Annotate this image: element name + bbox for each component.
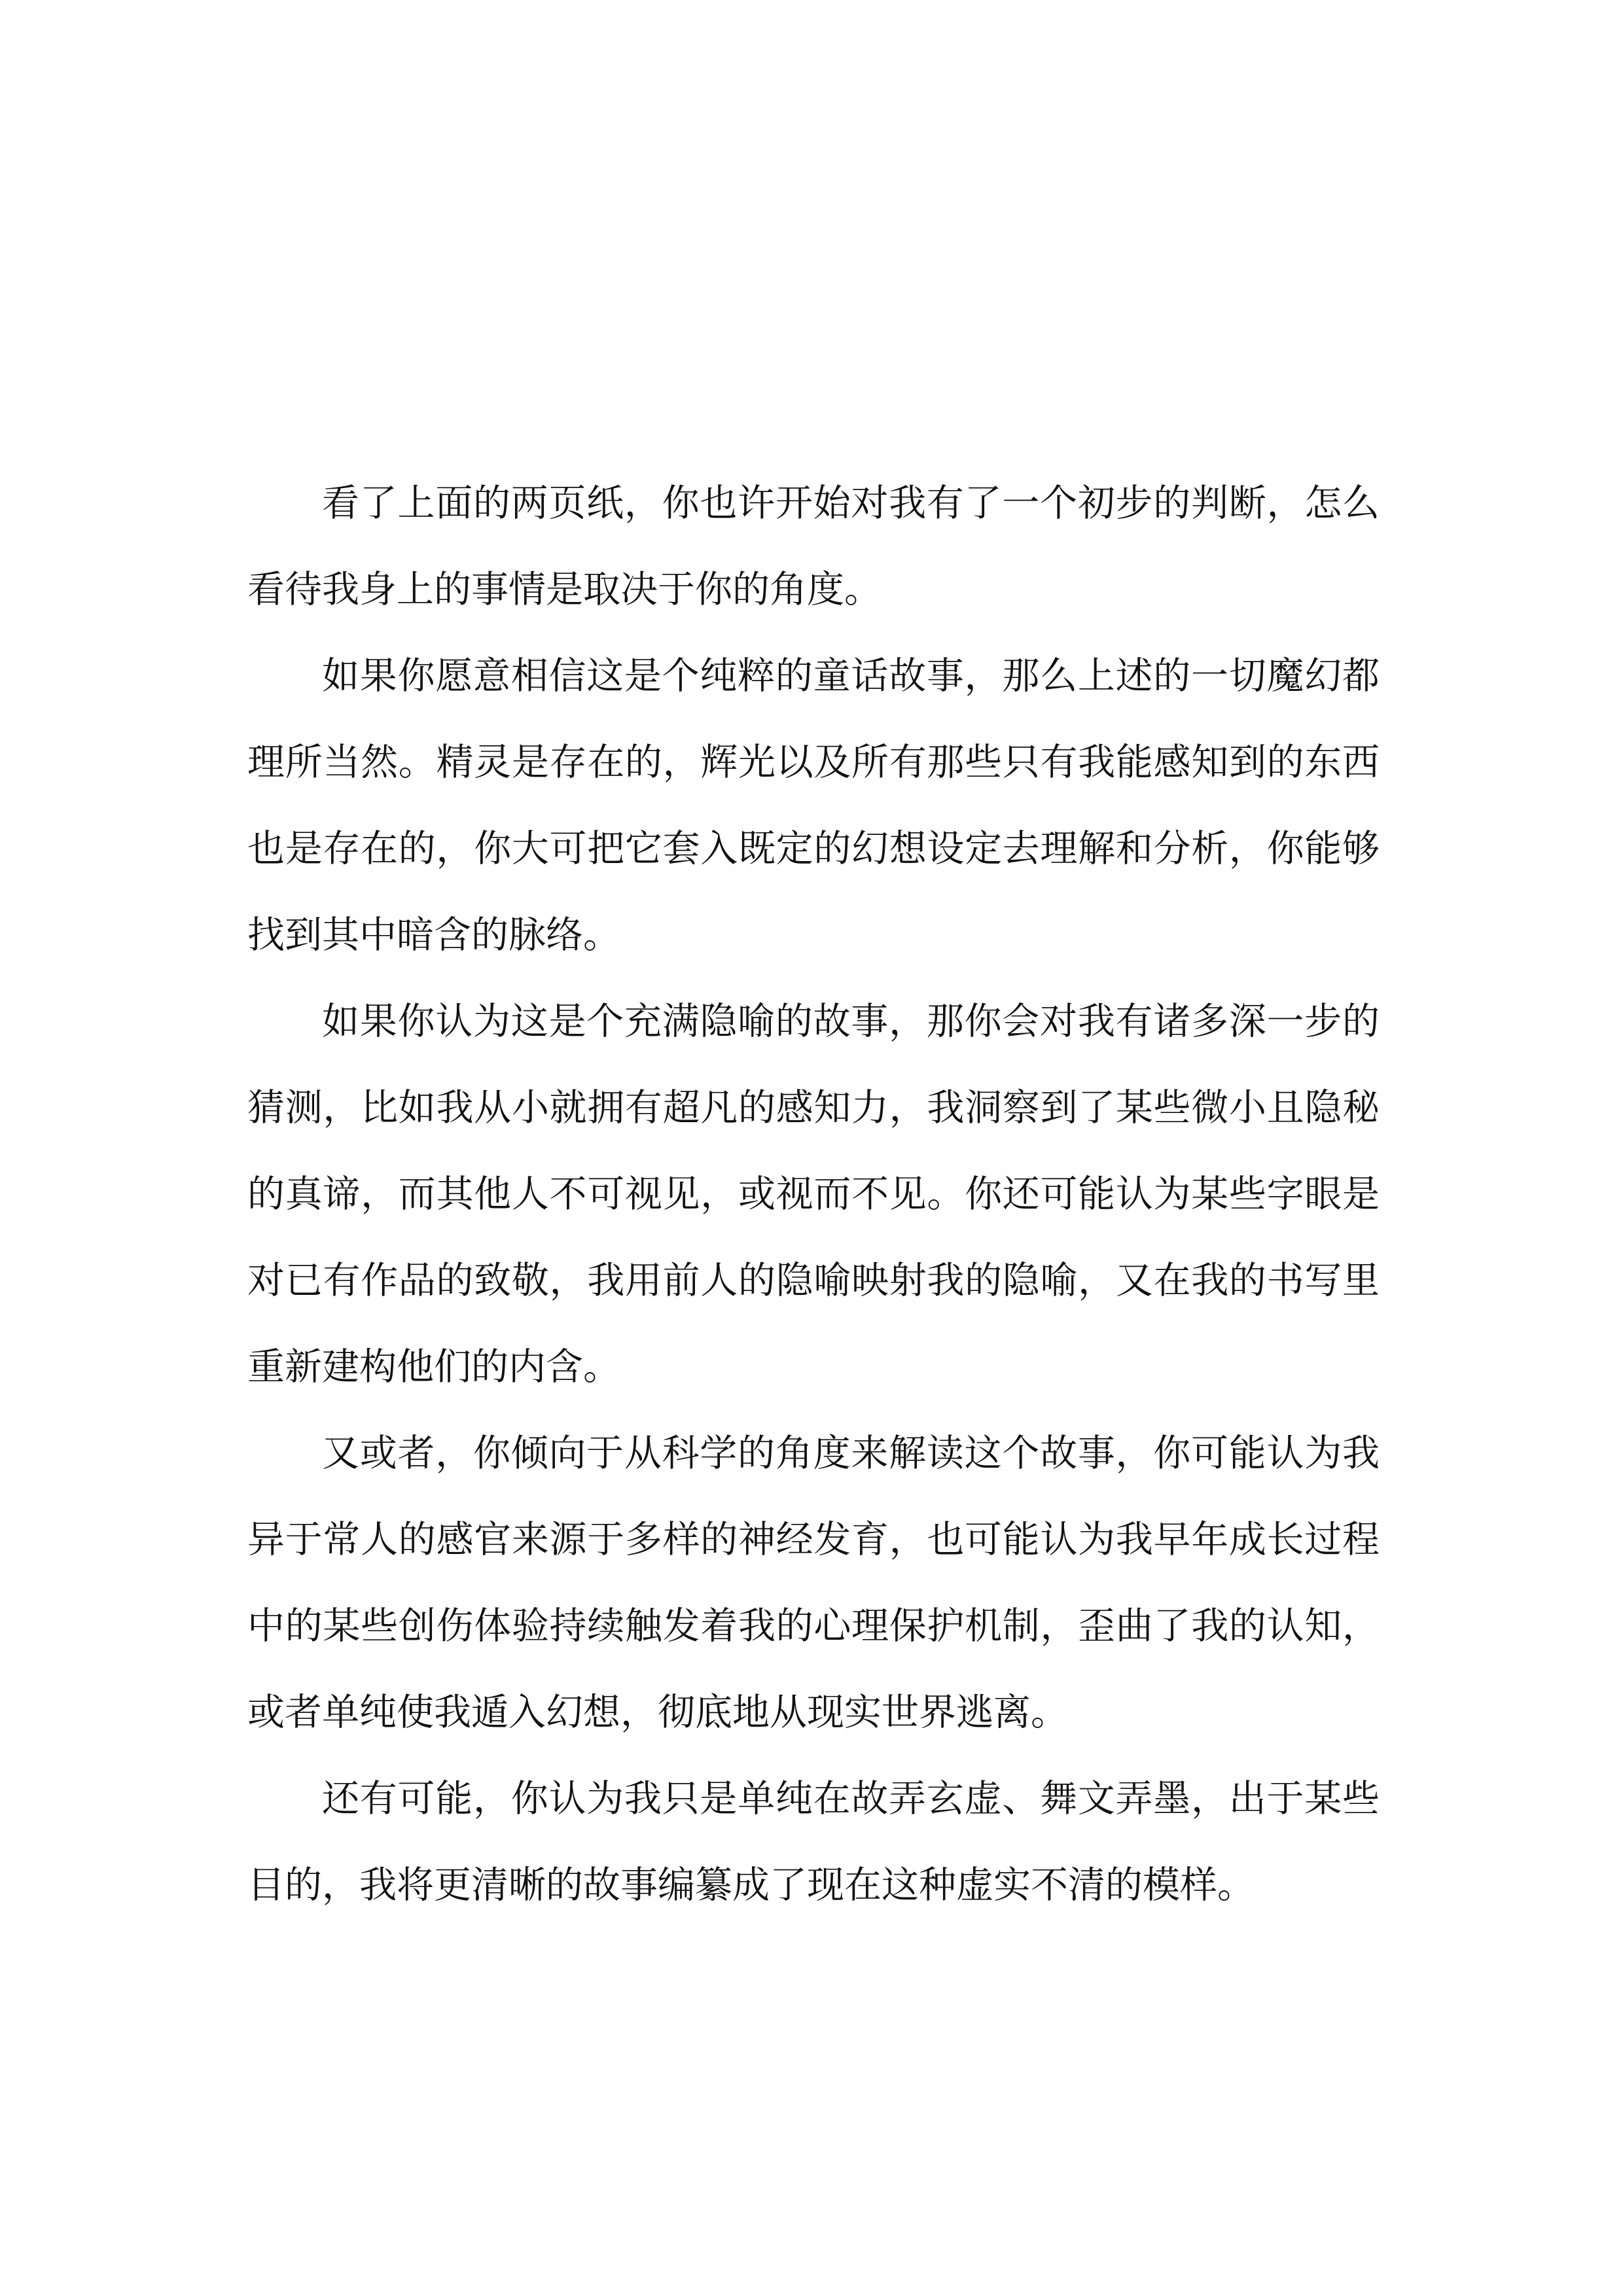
paragraph-2: 如果你愿意相信这是个纯粹的童话故事，那么上述的一切魔幻都理所当然。精灵是存在的，辉光以及所有那些只有我能感知到的东西也是存在的，你大可把它套入既定的幻想设定去理解和分析，你能够找到其中暗含的脉络。 bbox=[247, 654, 1380, 957]
paragraph-1: 看了上面的两页纸，你也许开始对我有了一个初步的判断，怎么看待我身上的事情是取决于你的角度。 bbox=[247, 482, 1380, 611]
document-body bbox=[247, 460, 1380, 1928]
paragraph-5: 还有可能，你认为我只是单纯在故弄玄虚、舞文弄墨，出于某些目的，我将更清晰的故事编纂成了现在这种虚实不清的模样。 bbox=[247, 1777, 1380, 1907]
paragraph-4: 又或者，你倾向于从科学的角度来解读这个故事，你可能认为我异于常人的感官来源于多样的神经发育，也可能认为我早年成长过程中的某些创伤体验持续触发着我的心理保护机制，歪曲了我的认知，或者单纯使我遁入幻想，彻底地从现实世界逃离。 bbox=[247, 1432, 1380, 1734]
paragraph-3: 如果你认为这是个充满隐喻的故事，那你会对我有诸多深一步的猜测，比如我从小就拥有超凡的感知力，我洞察到了某些微小且隐秘的真谛，而其他人不可视见，或视而不见。你还可能认为某些字眼是对已有作品的致敬，我用前人的隐喻映射我的隐喻，又在我的书写里重新建构他们的内含。 bbox=[247, 1000, 1380, 1388]
